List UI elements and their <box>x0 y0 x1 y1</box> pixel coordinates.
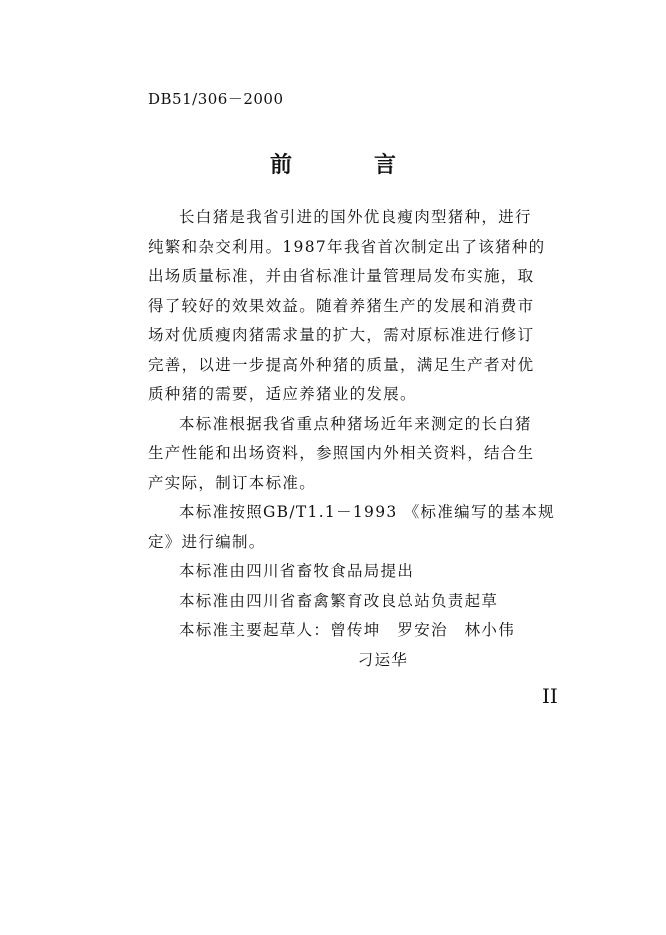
paragraph-intro <box>148 203 588 410</box>
text-line: 本标准主要起草人：曾传坤 罗安治 林小伟 <box>179 621 516 639</box>
page-title: 前 言 <box>269 152 426 178</box>
text-line: 产实际，制订本标准。 <box>148 473 317 492</box>
text-line: 本标准由四川省畜禽繁育改良总站负责起草 <box>179 591 499 610</box>
text-line: 本标准由四川省畜牧食品局提出 <box>179 562 415 580</box>
text-line: 刁运华 <box>357 650 409 669</box>
paragraph-drafters <box>148 616 588 646</box>
paragraph-format <box>148 498 588 557</box>
paragraph-basis <box>148 410 588 499</box>
paragraph-drafting-unit <box>148 587 588 617</box>
text-line: 完善，以进一步提高外种猪的质量，满足生产者对优 <box>148 355 535 374</box>
foreword-body <box>148 203 588 675</box>
text-line: 本标准按照GB/T1.1－1993 《标准编写的基本规 <box>179 503 555 521</box>
text-line: 场对优质瘦肉猪需求量的扩大，需对原标准进行修订 <box>148 326 535 344</box>
text-line: 质种猪的需要，适应养猪业的发展。 <box>148 385 417 403</box>
document-code: DB51/306－2000 <box>148 90 284 108</box>
paragraph-proposer <box>148 557 588 587</box>
page-number: II <box>542 684 558 708</box>
text-line: 纯繁和杂交利用。1987年我省首次制定出了该猪种的 <box>148 237 546 256</box>
text-line: 长白猪是我省引进的国外优良瘦肉型猪种，进行 <box>179 208 532 226</box>
text-line: 本标准根据我省重点种猪场近年来测定的长白猪 <box>179 414 532 433</box>
paragraph-drafters-cont <box>148 646 588 676</box>
text-line: 生产性能和出场资料，参照国内外相关资料，结合生 <box>148 444 535 462</box>
text-line: 出场质量标准，并由省标准计量管理局发布实施，取 <box>148 267 535 285</box>
text-line: 得了较好的效果效益。随着养猪生产的发展和消费市 <box>148 296 535 315</box>
text-line: 定》进行编制。 <box>148 532 266 551</box>
